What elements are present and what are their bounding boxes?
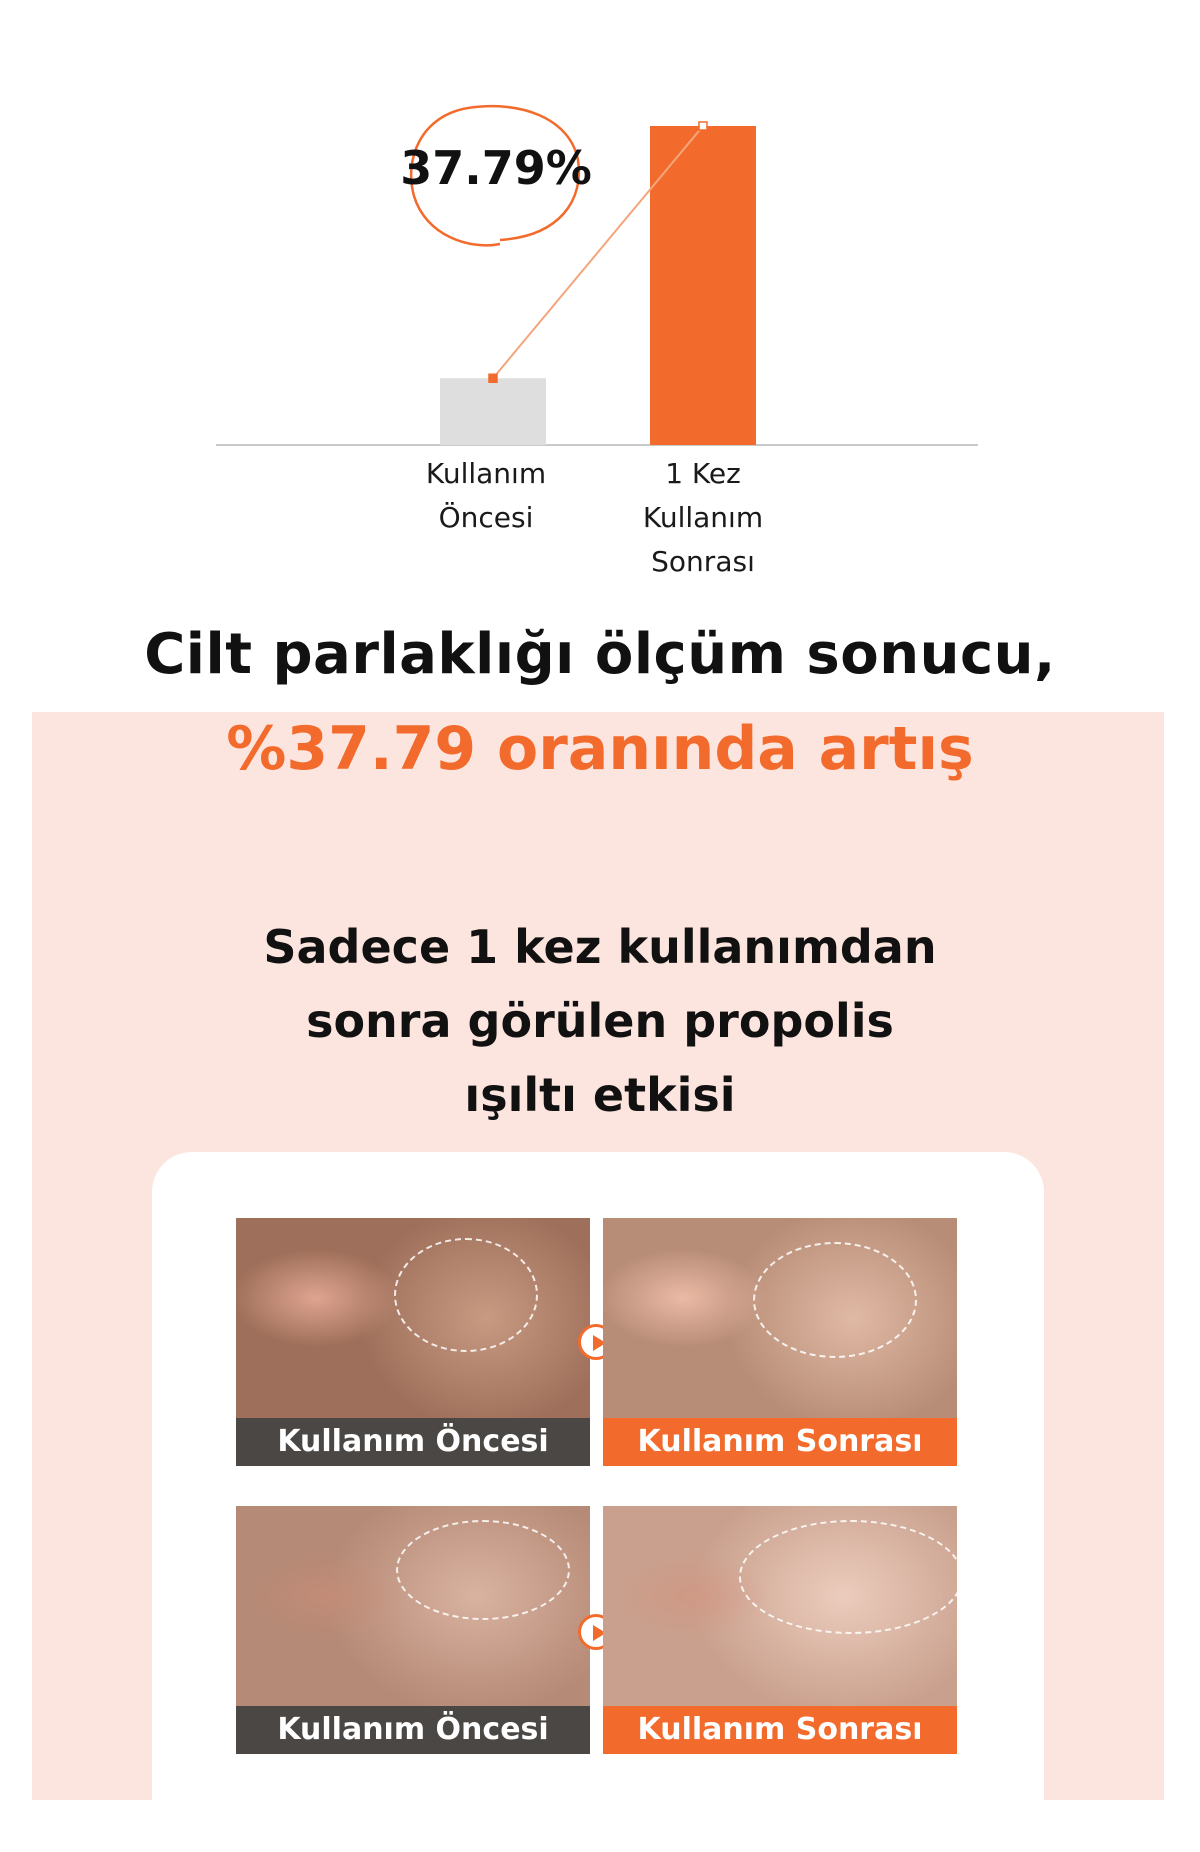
highlight-circle bbox=[396, 1520, 570, 1620]
photo-after-2 bbox=[603, 1506, 957, 1754]
x-tick-label-after: 1 Kez Kullanım Sonrası bbox=[642, 457, 764, 578]
bar-1 bbox=[650, 126, 756, 445]
highlight-circle bbox=[753, 1242, 917, 1358]
photo-label-before: Kullanım Öncesi bbox=[236, 1706, 590, 1754]
connector-marker-1 bbox=[699, 122, 707, 130]
bar-chart bbox=[0, 0, 1200, 600]
photo-after-1 bbox=[603, 1218, 957, 1466]
x-tick-label-before: Kullanım Öncesi bbox=[425, 457, 547, 534]
chart-svg bbox=[0, 0, 1200, 600]
photo-label-before: Kullanım Öncesi bbox=[236, 1418, 590, 1466]
photo-label-after: Kullanım Sonrası bbox=[603, 1418, 957, 1466]
photo-before-1 bbox=[236, 1218, 590, 1466]
effect-subtitle: Sadece 1 kez kullanımdan sonra görülen propolis ışıltı etkisi bbox=[263, 920, 937, 1122]
result-headline: Cilt parlaklığı ölçüm sonucu, bbox=[144, 622, 1056, 687]
increase-highlight: %37.79 oranında artış bbox=[226, 714, 974, 784]
increase-annotation: 37.79% bbox=[400, 141, 592, 195]
connector-marker-0 bbox=[489, 374, 497, 382]
highlight-circle bbox=[739, 1520, 957, 1634]
photo-before-2 bbox=[236, 1506, 590, 1754]
bar-0 bbox=[440, 378, 546, 445]
highlight-circle bbox=[394, 1238, 538, 1352]
photo-label-after: Kullanım Sonrası bbox=[603, 1706, 957, 1754]
